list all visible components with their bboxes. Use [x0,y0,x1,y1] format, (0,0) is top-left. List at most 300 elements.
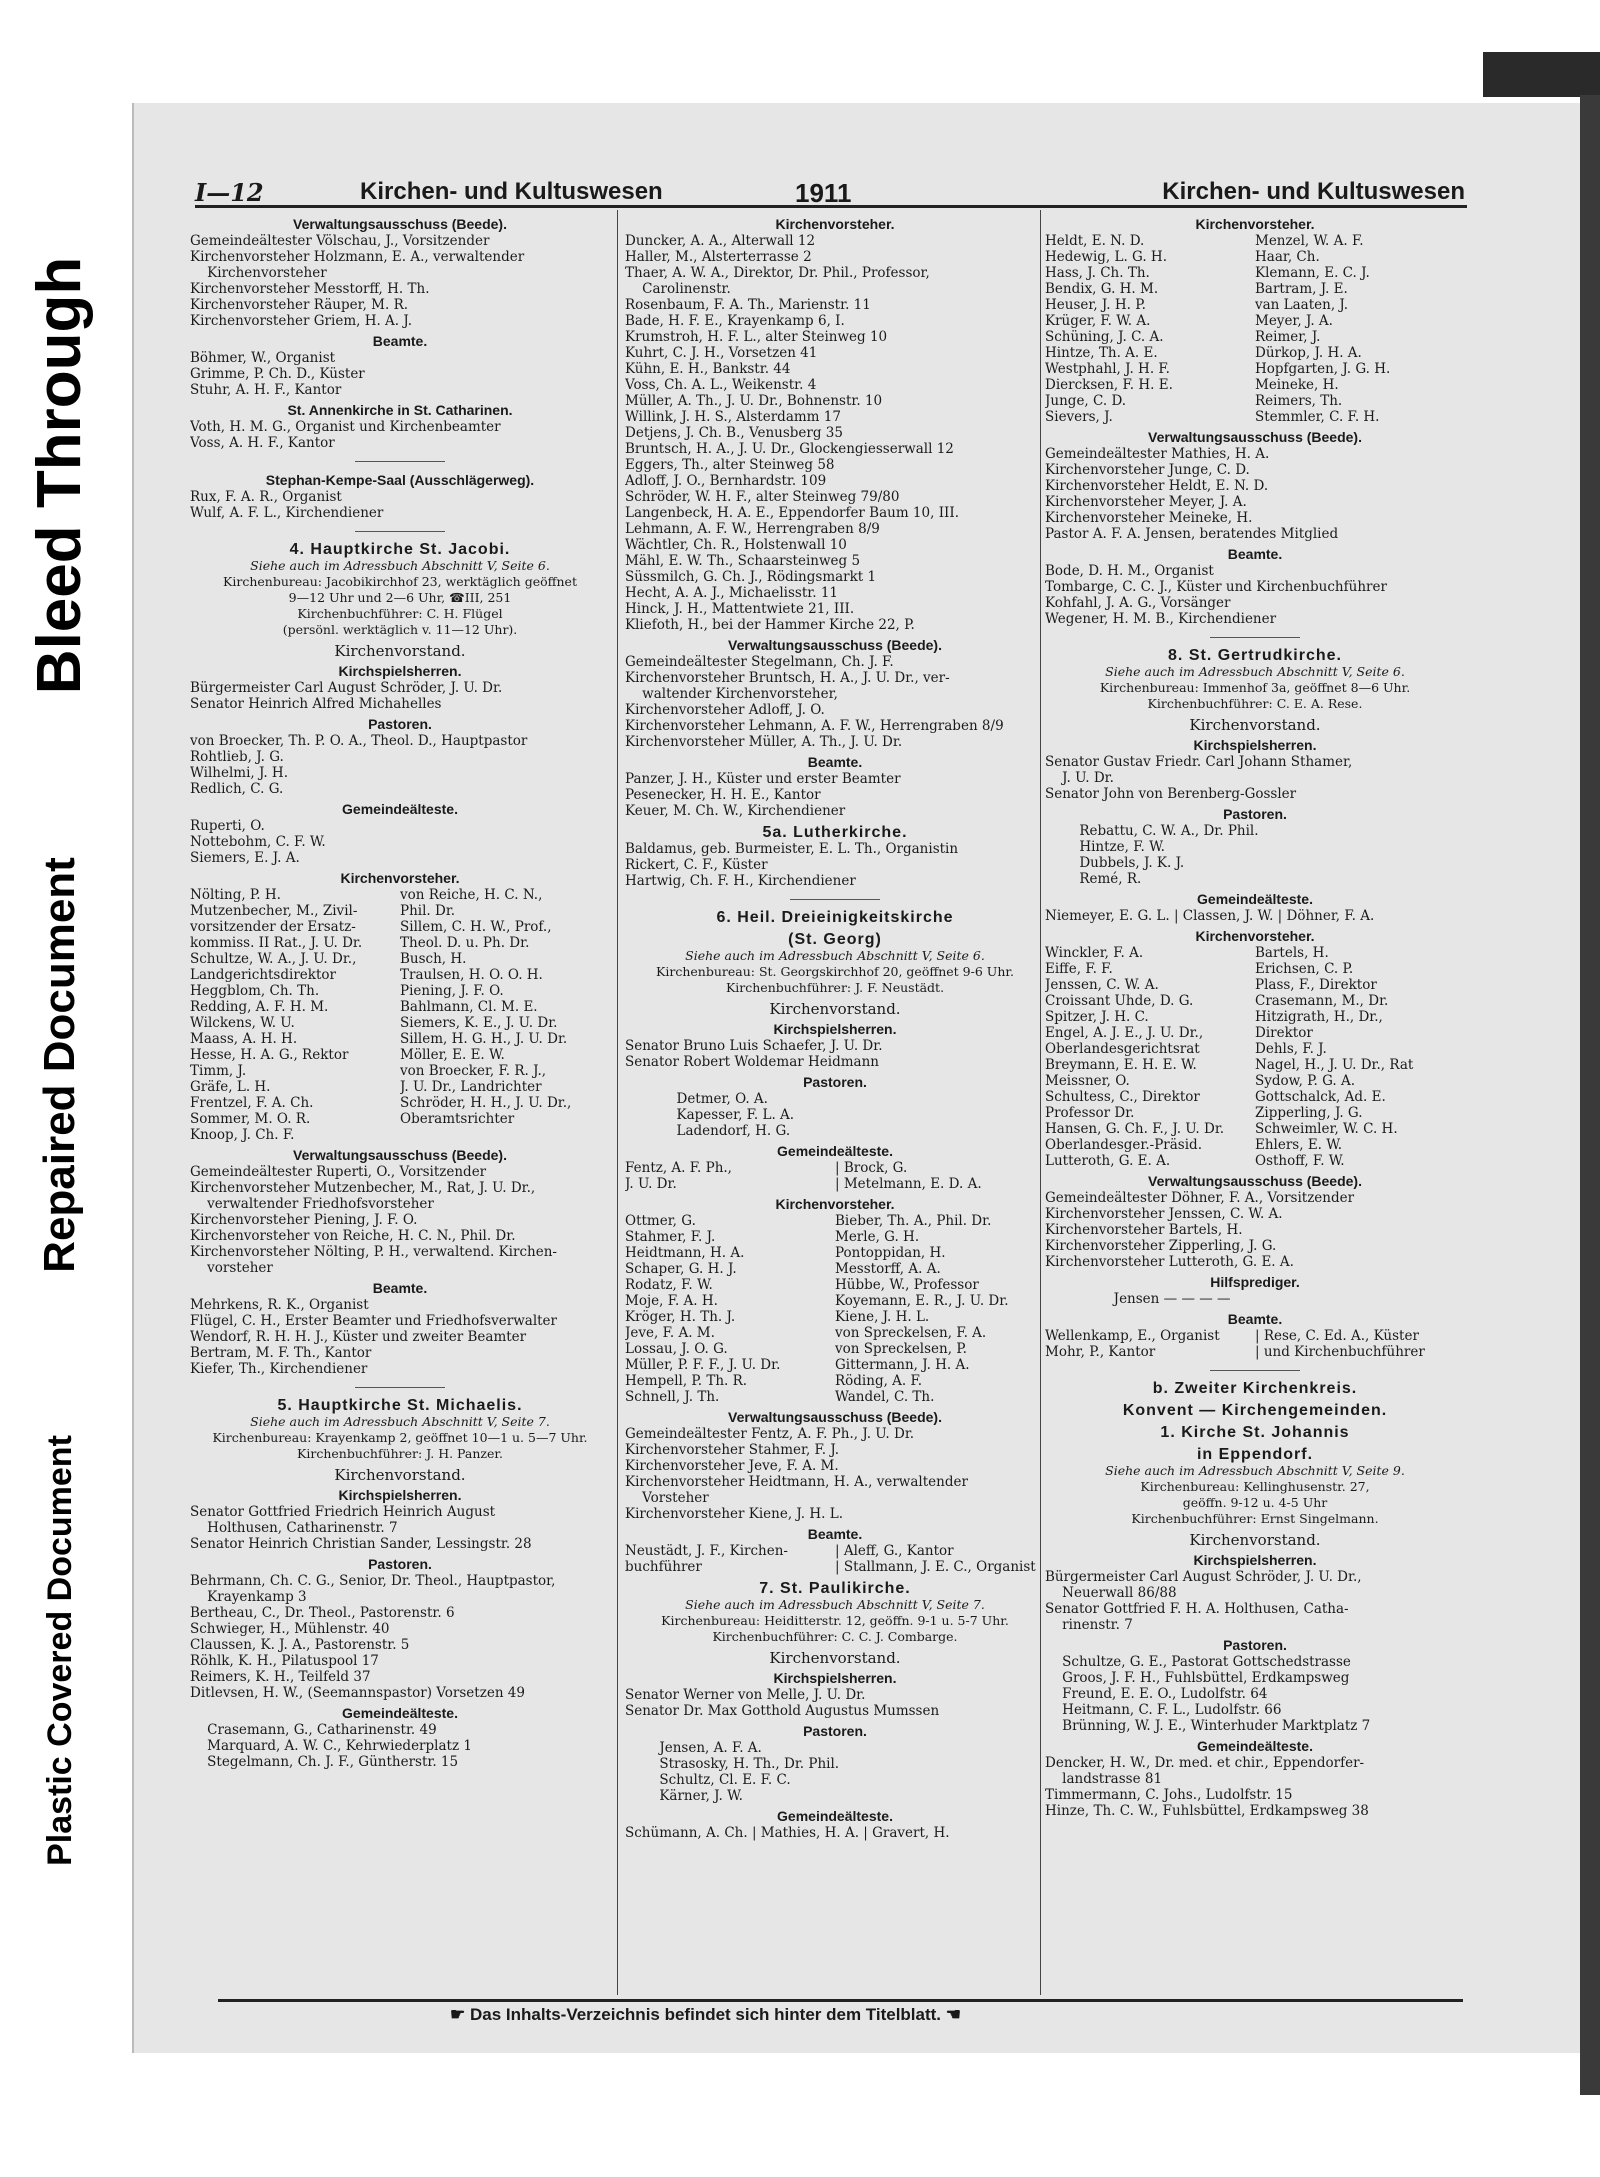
entry-line: Voss, Ch. A. L., Weikenstr. 4 [625,377,817,393]
entry-left: Kröger, H. Th. J. [625,1309,736,1325]
entry-line: Redlich, C. G. [190,781,284,797]
page-header [195,178,1465,208]
entry-line: Wendorf, R. H. H. J., Küster und zweiter Beamter [190,1329,527,1345]
entry-left: Sievers, J. [1045,409,1113,425]
two-column-entry [1045,313,1465,329]
entry-right: Möller, E. E. W. [400,1047,505,1063]
entry-left: Timm, J. [190,1063,247,1079]
entry-line: Krayenkamp 3 [190,1589,307,1605]
section-heading: Beamte. [372,333,428,349]
entry-left: Schultess, C., Direktor [1045,1089,1200,1105]
two-column-entry [1045,993,1465,1009]
entry-right: Meyer, J. A. [1255,313,1333,329]
entry-right: Dehls, F. J. [1255,1041,1327,1057]
entry-line: Senator Bruno Luis Schaefer, J. U. Dr. [625,1038,883,1054]
entry-left: Croissant Uhde, D. G. [1045,993,1194,1009]
entry-left: Redding, A. F. H. M. [190,999,329,1015]
entry-left: vorsitzender der Ersatz- [190,919,356,935]
entry-line: Mehrkens, R. K., Organist [190,1297,369,1313]
section-heading: Kirchspielsherren. [1193,1552,1317,1568]
entry-left: Diercksen, F. H. E. [1045,377,1173,393]
entry-line: Hartwig, Ch. F. H., Kirchendiener [625,873,856,889]
church-heading: 6. Heil. Dreieinigkeitskirche [716,909,954,926]
two-column-entry [190,1111,610,1127]
section-separator [355,461,445,462]
entry-right: Oberamtsrichter [400,1111,515,1127]
entry-line: Detmer, O. A. [625,1091,768,1107]
section-heading: Verwaltungsausschuss (Beede). [1148,1173,1362,1189]
entry-left: Ottmer, G. [625,1213,696,1229]
two-column-entry [190,1063,610,1079]
entry-line: Adloff, J. O., Bernhardstr. 109 [625,473,827,489]
two-column-entry [625,1559,1045,1575]
entry-right: Schröder, H. H., J. U. Dr., [400,1095,572,1111]
entry-line: Kirchenvorsteher Bruntsch, H. A., J. U. Dr., ver- [625,670,950,686]
entry-line: Gemeindeältester Döhner, F. A., Vorsitzender [1045,1190,1355,1206]
entry-right: Erichsen, C. P. [1255,961,1354,977]
two-column-entry [1045,1057,1465,1073]
two-column-entry [190,935,610,951]
section-separator [355,531,445,532]
entry-line: Langenbeck, H. A. E., Eppendorfer Baum 10, III. [625,505,959,521]
two-column-entry [1045,977,1465,993]
column-left [190,212,610,1770]
entry-line: Neuerwall 86/88 [1045,1585,1177,1601]
entry-left: Frentzel, F. A. Ch. [190,1095,314,1111]
entry-line: rinenstr. 7 [1045,1617,1133,1633]
entry-line: Tombarge, C. C. J., Küster und Kirchenbuchführer [1045,579,1387,595]
entry-line: Kliefoth, H., bei der Hammer Kirche 22, P. [625,617,915,633]
two-column-entry [1045,1025,1465,1041]
entry-right: Reimers, Th. [1255,393,1343,409]
scan-border-corner [1483,52,1600,97]
entry-line: Schröder, W. H. F., alter Steinweg 79/80 [625,489,900,505]
entry-right: Osthoff, F. W. [1255,1153,1345,1169]
entry-line: Senator Dr. Max Gotthold Augustus Mumssen [625,1703,940,1719]
entry-line: Kirchenvorsteher Lehmann, A. F. W., Herrengraben 8/9 [625,718,1004,734]
entry-line: Jensen, A. F. A. [625,1740,762,1756]
subsection-heading: Kirchenvorstand. [1189,716,1321,734]
section-heading: Kirchenvorsteher. [775,1196,895,1212]
info-line: (persönl. werktäglich v. 11—12 Uhr). [282,622,518,637]
section-heading: Kirchspielsherren. [773,1021,897,1037]
entry-line: Holthusen, Catharinenstr. 7 [190,1520,398,1536]
entry-line: Gemeindeältester Ruperti, O., Vorsitzender [190,1164,487,1180]
entry-line: Rickert, C. F., Küster [625,857,768,873]
section-heading: Gemeindeälteste. [342,1705,458,1721]
entry-line: Rebattu, C. W. A., Dr. Phil. [1045,823,1259,839]
entry-left: Hass, J. Ch. Th. [1045,265,1150,281]
two-column-entry [1045,1328,1465,1344]
section-heading: Gemeindeälteste. [342,801,458,817]
entry-line: Kirchenvorsteher Messtorff, H. Th. [190,281,430,297]
entry-line: Hinze, Th. C. W., Fuhlsbüttel, Erdkampsweg 38 [1045,1803,1369,1819]
two-column-entry [1045,1105,1465,1121]
entry-left: Nölting, P. H. [190,887,281,903]
entry-left: Hintze, Th. A. E. [1045,345,1158,361]
two-column-entry [1045,961,1465,977]
subsection-heading: Kirchenvorstand. [769,1649,901,1667]
entry-left: Spitzer, J. H. C. [1045,1009,1149,1025]
entry-left: Eiffe, F. F. [1045,961,1113,977]
entry-line: Mähl, E. W. Th., Schaarsteinweg 5 [625,553,861,569]
plastic-covered-text: Plastic Covered Document [40,1434,79,1866]
entry-left: Hempell, P. Th. R. [625,1373,748,1389]
two-column-entry [190,1015,610,1031]
two-column-entry [1045,393,1465,409]
entry-left: Schüning, J. C. A. [1045,329,1164,345]
two-column-entry [190,1095,610,1111]
entry-left: Lossau, J. O. G. [625,1341,728,1357]
entry-line: Gemeindeältester Stegelmann, Ch. J. F. [625,654,894,670]
entry-line: verwaltender Friedhofsvorsteher [190,1196,434,1212]
entry-line: Brünning, W. J. E., Winterhuder Marktplatz 7 [1045,1718,1371,1734]
two-column-entry [190,951,610,967]
two-column-entry [625,1341,1045,1357]
entry-line: Schwieger, H., Mühlenstr. 40 [190,1621,390,1637]
section-heading: Gemeindeälteste. [1197,891,1313,907]
section-heading: St. Annenkirche in St. Catharinen. [287,402,513,418]
entry-line: Kirchenvorsteher Jeve, F. A. M. [625,1458,839,1474]
section-separator [1210,1370,1300,1371]
entry-right: Bartels, H. [1255,945,1329,961]
entry-right: Dürkop, J. H. A. [1255,345,1362,361]
section-separator [355,1387,445,1388]
entry-line: Niemeyer, E. G. L. | Classen, J. W. | Döhner, F. A. [1045,908,1375,924]
entry-line: von Broecker, Th. P. O. A., Theol. D., Hauptpastor [190,733,528,749]
info-line: Kirchenbuchführer: C. C. J. Combarge. [712,1629,958,1644]
two-column-entry [190,1079,610,1095]
entry-left: Wilckens, W. U. [190,1015,295,1031]
entry-right: van Laaten, J. [1255,297,1349,313]
bleed-through-label [0,215,120,735]
section-heading: Kirchspielsherren. [338,1487,462,1503]
entry-line: Böhmer, W., Organist [190,350,336,366]
entry-right: Bieber, Th. A., Phil. Dr. [835,1213,992,1229]
entry-left: Meissner, O. [1045,1073,1130,1089]
entry-line: Kiefer, Th., Kirchendiener [190,1361,368,1377]
two-column-entry [625,1357,1045,1373]
info-line: 9—12 Uhr und 2—6 Uhr, ☎III, 251 [288,590,512,605]
entry-line: waltender Kirchenvorsteher, [625,686,838,702]
entry-line: Strasosky, H. Th., Dr. Phil. [625,1756,840,1772]
entry-line: Willink, J. H. S., Alsterdamm 17 [625,409,841,425]
entry-line: Senator John von Berenberg-Gossler [1045,786,1297,802]
two-column-entry [1045,1073,1465,1089]
entry-right: Koyemann, E. R., J. U. Dr. [835,1293,1009,1309]
two-column-entry [1045,249,1465,265]
entry-right: Nagel, H., J. U. Dr., Rat [1255,1057,1414,1073]
two-column-entry [1045,1089,1465,1105]
header-year: 1911 [795,178,852,208]
two-column-entry [190,887,610,903]
section-heading: Verwaltungsausschuss (Beede). [728,1409,942,1425]
entry-right: Hopfgarten, J. G. H. [1255,361,1391,377]
entry-right: Haar, Ch. [1255,249,1320,265]
info-line: geöffn. 9-12 u. 4-5 Uhr [1182,1495,1328,1510]
two-column-entry [190,1127,610,1143]
two-column-entry [1045,1153,1465,1169]
entry-line: Senator Gottfried F. H. A. Holthusen, Catha- [1045,1601,1349,1617]
section-heading: Kirchenvorsteher. [1195,216,1315,232]
entry-line: Bürgermeister Carl August Schröder, J. U. Dr., [1045,1569,1362,1585]
church-heading: 5a. Lutherkirche. [762,824,908,841]
two-column-entry [625,1160,1045,1176]
entry-line: Kirchenvorsteher Stahmer, F. J. [625,1442,840,1458]
entry-left: Junge, C. D. [1045,393,1127,409]
entry-line: Senator Heinrich Christian Sander, Lessingstr. 28 [190,1536,532,1552]
entry-line: Kirchenvorsteher Junge, C. D. [1045,462,1250,478]
church-heading: 5. Hauptkirche St. Michaelis. [277,1397,523,1414]
two-column-entry [1045,1121,1465,1137]
two-column-entry [625,1245,1045,1261]
info-line: Kirchenbureau: St. Georgskirchhof 20, geöffnet 9-6 Uhr. [656,964,1014,979]
entry-line: Marquard, A. W. C., Kehrwiederplatz 1 [190,1738,472,1754]
entry-line: Kirchenvorsteher Müller, A. Th., J. U. Dr. [625,734,903,750]
entry-right: Phil. Dr. [400,903,456,919]
entry-line: Vorsteher [625,1490,709,1506]
entry-line: Stuhr, A. H. F., Kantor [190,382,342,398]
entry-left: Engel, A. J. E., J. U. Dr., [1045,1025,1204,1041]
section-heading: Gemeindeälteste. [777,1143,893,1159]
entry-right: | und Kirchenbuchführer [1255,1344,1425,1360]
entry-left: Hedewig, L. G. H. [1045,249,1167,265]
two-column-entry [190,999,610,1015]
reference-note: Siehe auch im Adressbuch Abschnitt V, Seite 6. [685,948,985,963]
info-line: Kirchenbuchführer: Ernst Singelmann. [1131,1511,1379,1526]
section-heading: Verwaltungsausschuss (Beede). [1148,429,1362,445]
plastic-covered-label [0,1370,120,1930]
entry-line: Lehmann, A. F. W., Herrengraben 8/9 [625,521,880,537]
entry-line: Kohfahl, J. A. G., Vorsänger [1045,595,1231,611]
section-heading: Beamte. [1227,546,1283,562]
entry-line: vorsteher [190,1260,273,1276]
entry-line: Kirchenvorsteher Mutzenbecher, M., Rat, J. U. Dr., [190,1180,536,1196]
entry-right: Schweimler, W. C. H. [1255,1121,1398,1137]
footer-rule [218,1999,1463,2002]
entry-line: Kirchenvorsteher Holzmann, E. A., verwaltender [190,249,525,265]
entry-line: Bode, D. H. M., Organist [1045,563,1214,579]
entry-line: Siemers, E. J. A. [190,850,300,866]
entry-line: Hecht, A. A. J., Michaelisstr. 11 [625,585,839,601]
entry-left: Krüger, F. W. A. [1045,313,1151,329]
entry-line: Kirchenvorsteher Jenssen, C. W. A. [1045,1206,1283,1222]
column-right [1045,212,1465,1819]
entry-line: Kirchenvorsteher Zipperling, J. G. [1045,1238,1277,1254]
church-heading: b. Zweiter Kirchenkreis. [1152,1380,1358,1397]
two-column-entry [625,1543,1045,1559]
section-heading: Beamte. [1227,1311,1283,1327]
section-heading: Kirchspielsherren. [773,1670,897,1686]
entry-line: Senator Werner von Melle, J. U. Dr. [625,1687,866,1703]
section-heading: Verwaltungsausschuss (Beede). [293,216,507,232]
entry-left: Moje, F. A. H. [625,1293,718,1309]
entry-left: Mohr, P., Kantor [1045,1344,1156,1360]
two-column-entry [625,1293,1045,1309]
entry-right: von Spreckelsen, P. [835,1341,967,1357]
entry-line: Dubbels, J. K. J. [1045,855,1185,871]
entry-right: Direktor [1255,1025,1313,1041]
entry-line: Ditlevsen, H. W., (Seemannspastor) Vorsetzen 49 [190,1685,525,1701]
entry-left: Jeve, F. A. M. [625,1325,715,1341]
section-heading: Pastoren. [803,1723,867,1739]
entry-left: Schnell, J. Th. [625,1389,720,1405]
two-column-entry [1045,409,1465,425]
subsection-heading: Kirchenvorstand. [334,642,466,660]
entry-left: Hesse, H. A. G., Rektor [190,1047,349,1063]
entry-line: J. U. Dr. [1045,770,1114,786]
entry-left: Bendix, G. H. M. [1045,281,1159,297]
church-heading: (St. Georg) [788,931,882,948]
section-heading: Verwaltungsausschuss (Beede). [728,637,942,653]
section-heading: Stephan-Kempe-Saal (Ausschlägerweg). [265,472,535,488]
entry-left: Fentz, A. F. Ph., [625,1160,732,1176]
entry-left: Schaper, G. H. J. [625,1261,737,1277]
entry-right: | Metelmann, E. D. A. [835,1176,982,1192]
entry-line: Gemeindeältester Fentz, A. F. Ph., J. U. Dr. [625,1426,915,1442]
entry-line: Crasemann, G., Catharinenstr. 49 [190,1722,437,1738]
entry-line: Voth, H. M. G., Organist und Kirchenbeamter [190,419,501,435]
entry-line: Kirchenvorsteher Meyer, J. A. [1045,494,1247,510]
entry-line: Stegelmann, Ch. J. F., Güntherstr. 15 [190,1754,459,1770]
entry-line: Kirchenvorsteher [190,265,327,281]
entry-right: | Brock, G. [835,1160,908,1176]
section-heading: Pastoren. [1223,806,1287,822]
two-column-entry [1045,1137,1465,1153]
entry-left: Oberlandesger.-Präsid. [1045,1137,1202,1153]
entry-line: Eggers, Th., alter Steinweg 58 [625,457,835,473]
entry-line: Hinck, J. H., Mattentwiete 21, III. [625,601,855,617]
section-heading: Pastoren. [368,1556,432,1572]
section-heading: Gemeindeälteste. [777,1808,893,1824]
entry-right: Busch, H. [400,951,467,967]
entry-left: Breymann, E. H. E. W. [1045,1057,1197,1073]
entry-right: Traulsen, H. O. O. H. [400,967,543,983]
entry-line: Gemeindeältester Völschau, J., Vorsitzender [190,233,490,249]
two-column-entry [1045,945,1465,961]
two-column-entry [1045,377,1465,393]
entry-right: Kiene, J. H. L. [835,1309,930,1325]
entry-left: Rodatz, F. W. [625,1277,713,1293]
entry-line: Wächtler, Ch. R., Holstenwall 10 [625,537,847,553]
entry-line: Kapesser, F. L. A. [625,1107,795,1123]
subsection-heading: Kirchenvorstand. [334,1466,466,1484]
entry-right: | Rese, C. Ed. A., Küster [1255,1328,1419,1344]
entry-left: Heidtmann, H. A. [625,1245,745,1261]
entry-line: Nottebohm, C. F. W. [190,834,326,850]
two-column-entry [1045,1041,1465,1057]
church-heading: 7. St. Paulikirche. [759,1580,911,1597]
entry-right: Sillem, H. G. H., J. U. Dr. [400,1031,568,1047]
reference-note: Siehe auch im Adressbuch Abschnitt V, Seite 9. [1105,1463,1405,1478]
entry-left: Professor Dr. [1045,1105,1135,1121]
entry-right: Piening, J. F. O. [400,983,504,999]
entry-line: Kirchenvorsteher Heidtmann, H. A., verwaltender [625,1474,968,1490]
entry-right: Gottschalck, Ad. E. [1255,1089,1386,1105]
church-heading: 4. Hauptkirche St. Jacobi. [289,541,511,558]
reference-note: Siehe auch im Adressbuch Abschnitt V, Seite 6. [1105,664,1405,679]
entry-line: Keuer, M. Ch. W., Kirchendiener [625,803,846,819]
entry-left: Sommer, M. O. R. [190,1111,311,1127]
section-heading: Kirchspielsherren. [338,663,462,679]
entry-line: Grimme, P. Ch. D., Küster [190,366,365,382]
two-column-entry [1045,281,1465,297]
entry-right: Theol. D. u. Ph. Dr. [400,935,530,951]
two-column-entry [625,1277,1045,1293]
entry-line: Süssmilch, G. Ch. J., Rödingsmarkt 1 [625,569,877,585]
entry-right: Klemann, E. C. J. [1255,265,1370,281]
entry-left: Westphahl, J. H. F. [1045,361,1170,377]
repaired-document-text: Repaired Document [35,857,85,1273]
entry-line: Kirchenvorsteher Bartels, H. [1045,1222,1243,1238]
info-line: Kirchenbureau: Heiditterstr. 12, geöffn. 9-1 u. 5-7 Uhr. [661,1613,1009,1628]
two-column-entry [625,1309,1045,1325]
entry-line: Senator Gottfried Friedrich Heinrich August [190,1504,496,1520]
entry-line: Kirchenvorsteher Nölting, P. H., verwaltend. Kirchen- [190,1244,557,1260]
section-heading: Pastoren. [368,716,432,732]
entry-left: Maass, A. H. H. [190,1031,298,1047]
two-column-entry [625,1261,1045,1277]
section-heading: Beamte. [807,1526,863,1542]
entry-right: Reimer, J. [1255,329,1321,345]
entry-line: Senator Gustav Friedr. Carl Johann Sthamer, [1045,754,1353,770]
info-line: Kirchenbuchführer: C. E. A. Rese. [1147,696,1363,711]
two-column-entry [190,903,610,919]
entry-line: Schümann, A. Ch. | Mathies, H. A. | Gravert, H. [625,1825,950,1841]
info-line: Kirchenbuchführer: J. H. Panzer. [297,1446,503,1461]
section-separator [790,899,880,900]
info-line: Kirchenbureau: Jacobikirchhof 23, werktäglich geöffnet [223,574,577,589]
info-line: Kirchenbureau: Krayenkamp 2, geöffnet 10—1 u. 5—7 Uhr. [212,1430,588,1445]
info-line: Kirchenbuchführer: J. F. Neustädt. [725,980,945,995]
footnote: ☛ Das Inhalts-Verzeichnis befindet sich hinter dem Titelblatt. ☚ [450,2005,961,2024]
entry-left: J. U. Dr. [625,1176,677,1192]
two-column-entry [1045,361,1465,377]
entry-line: Kirchenvorsteher Kiene, J. H. L. [625,1506,843,1522]
two-column-entry [625,1325,1045,1341]
entry-line: Schultze, G. E., Pastorat Gottschedstrasse [1045,1654,1351,1670]
reference-note: Siehe auch im Adressbuch Abschnitt V, Seite 7. [685,1597,985,1612]
entry-left: Heggblom, Ch. Th. [190,983,320,999]
column-middle [625,212,1045,1841]
two-column-entry [1045,345,1465,361]
reference-note: Siehe auch im Adressbuch Abschnitt V, Seite 6. [250,558,550,573]
section-heading: Beamte. [807,754,863,770]
entry-line: Ladendorf, H. G. [625,1123,791,1139]
entry-right: Bahlmann, Cl. M. E. [400,999,538,1015]
entry-right: Menzel, W. A. F. [1255,233,1364,249]
two-column-entry [625,1389,1045,1405]
entry-line: Wulf, A. F. L., Kirchendiener [190,505,384,521]
entry-line: Hintze, F. W. [1045,839,1165,855]
two-column-entry [1045,329,1465,345]
entry-right: Merle, G. H. [835,1229,920,1245]
entry-right: | Aleff, G., Kantor [835,1543,954,1559]
entry-line: Thaer, A. W. A., Direktor, Dr. Phil., Professor, [625,265,930,281]
entry-line: Groos, J. F. H., Fuhlsbüttel, Erdkampsweg [1045,1670,1350,1686]
entry-line: Röhlk, K. H., Pilatuspool 17 [190,1653,379,1669]
section-heading: Pastoren. [803,1074,867,1090]
entry-line: Claussen, K. J. A., Pastorenstr. 5 [190,1637,410,1653]
entry-line: Kirchenvorsteher Griem, H. A. J. [190,313,413,329]
entry-left: Stahmer, F. J. [625,1229,716,1245]
section-heading: Kirchenvorsteher. [340,870,460,886]
entry-line: Ruperti, O. [190,818,265,834]
entry-line: Kuhrt, C. J. H., Vorsetzen 41 [625,345,818,361]
entry-line: Freund, E. E. O., Ludolfstr. 64 [1045,1686,1268,1702]
two-column-entry [625,1229,1045,1245]
entry-right: Meineke, H. [1255,377,1339,393]
